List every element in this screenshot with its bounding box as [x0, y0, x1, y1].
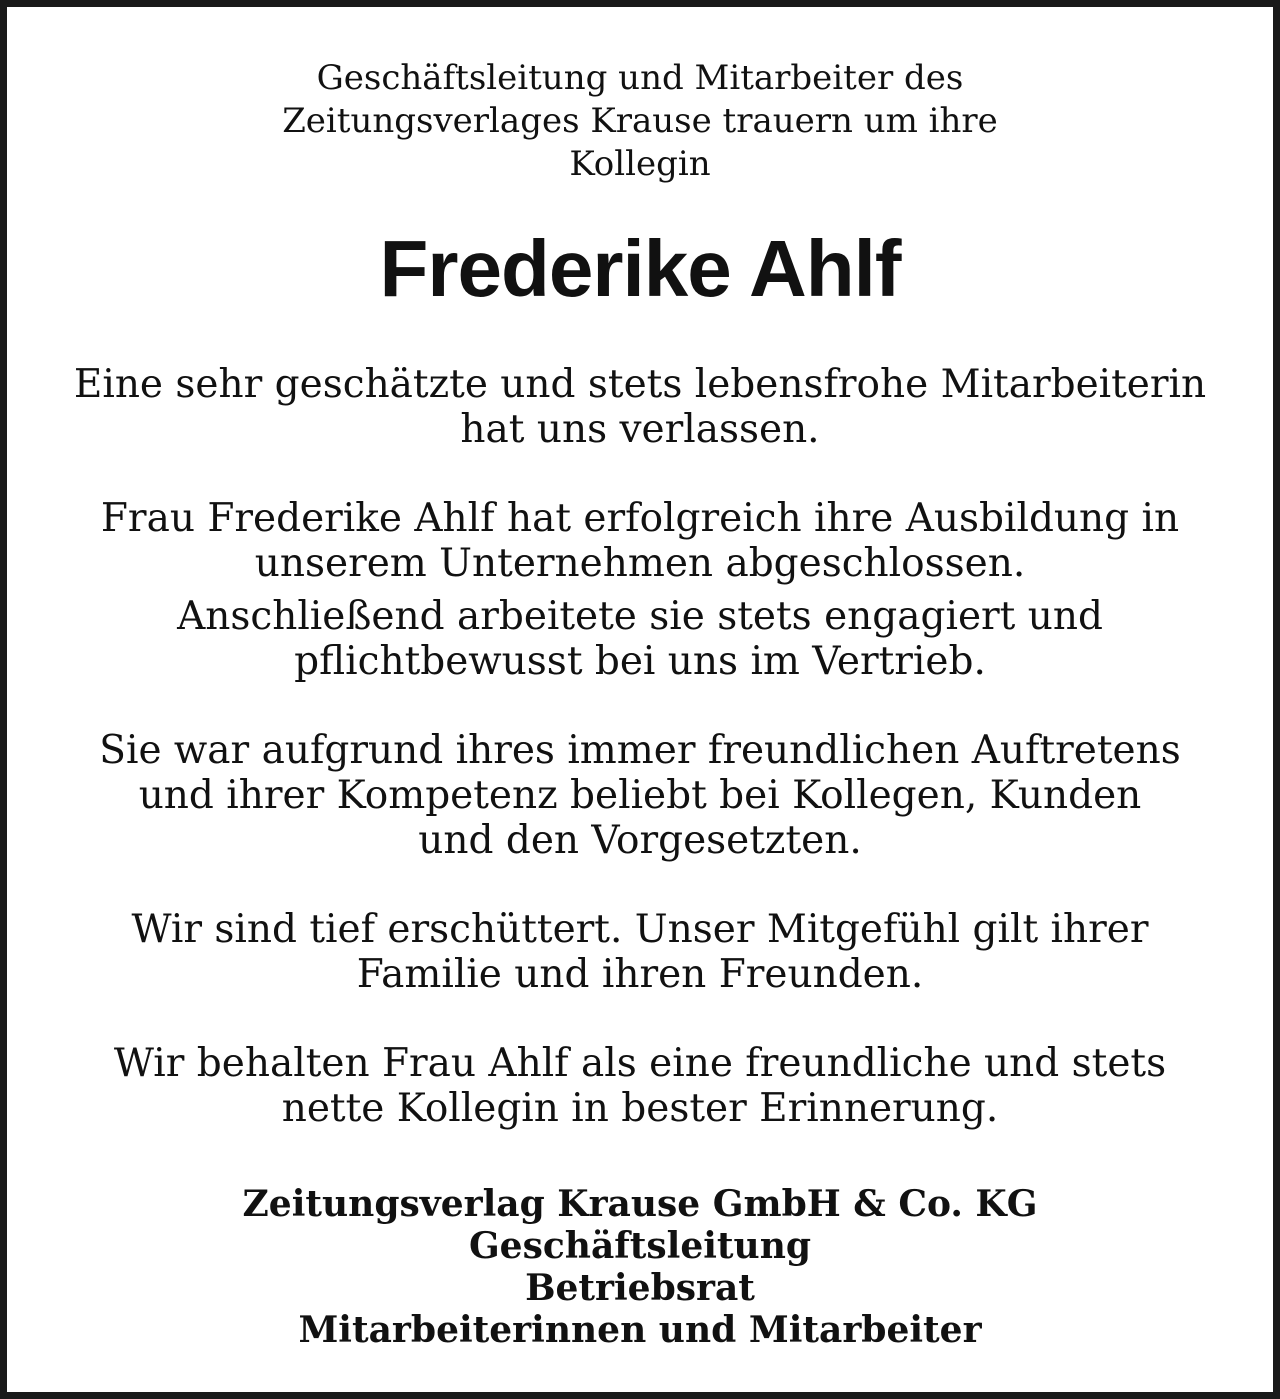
paragraph-character [50, 728, 1230, 863]
paragraph-line: Wir behalten Frau Ahlf als eine freundliche und stets [113, 1041, 1167, 1086]
paragraph-line: unserem Unternehmen abgeschlossen. [254, 541, 1026, 586]
paragraph-appreciation [50, 362, 1230, 452]
paragraph-line: Anschließend arbeitete sie stets engagiert und [177, 594, 1103, 639]
paragraph-line: Sie war aufgrund ihres immer freundlichen Auftretens [99, 728, 1181, 773]
intro-line: Geschäftsleitung und Mitarbeiter des [316, 58, 964, 98]
paragraph-remembrance [50, 1041, 1230, 1131]
signature-block [7, 1183, 1273, 1351]
paragraph-line: hat uns verlassen. [460, 407, 820, 452]
intro-line: Zeitungsverlages Krause trauern um ihre [282, 101, 998, 141]
signature-management: Geschäftsleitung [468, 1225, 812, 1267]
intro-text [140, 57, 1140, 186]
signature-company: Zeitungsverlag Krause GmbH & Co. KG [242, 1183, 1038, 1225]
paragraph-work [50, 594, 1230, 684]
paragraph-training [50, 496, 1230, 586]
paragraph-condolence [50, 907, 1230, 997]
paragraph-line: Frau Frederike Ahlf hat erfolgreich ihre Ausbildung in [100, 496, 1180, 541]
paragraph-line: und den Vorgesetzten. [418, 818, 862, 863]
paragraph-line: Wir sind tief erschüttert. Unser Mitgefühl gilt ihrer [131, 907, 1149, 952]
signature-staff: Mitarbeiterinnen und Mitarbeiter [298, 1309, 982, 1351]
deceased-name: Frederike Ahlf [379, 224, 901, 313]
paragraph-line: Eine sehr geschätzte und stets lebensfrohe Mitarbeiterin [73, 362, 1207, 407]
paragraph-line: und ihrer Kompetenz beliebt bei Kollegen, Kunden [138, 773, 1142, 818]
paragraph-line: pflichtbewusst bei uns im Vertrieb. [294, 639, 986, 684]
signature-works-council: Betriebsrat [525, 1267, 755, 1309]
paragraph-line: nette Kollegin in bester Erinnerung. [281, 1086, 999, 1131]
paragraph-line: Familie und ihren Freunden. [356, 952, 924, 997]
intro-line: Kollegin [569, 144, 711, 184]
